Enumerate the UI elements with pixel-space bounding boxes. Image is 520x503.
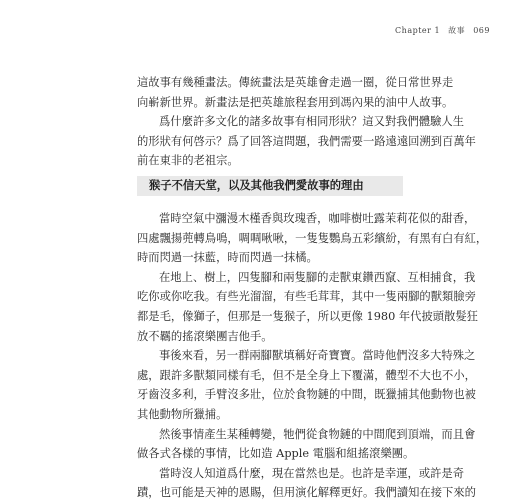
- text-line: 爲什麼許多文化的諸多故事有相同形狀？這又對我們體驗人生: [159, 115, 465, 129]
- text-line: 事後來看，另一群兩腳獸填稱好奇寶寶。當時他們沒多大特殊之: [159, 349, 476, 363]
- text-line: 放不羈的搖滾樂團吉他手。: [137, 329, 273, 343]
- text-line: 當時空氣中瀰漫木槿香與玫瑰香，咖啡樹吐露茉莉花似的甜香，: [159, 212, 476, 225]
- text-line: 向嶄新世界。新畫法是把英雄旅程套用到馮內果的油中人故事。: [137, 95, 454, 109]
- text-line: 在地上、樹上，四隻腳和兩隻腳的走獸東鑽西竄、互相捕食，我: [159, 270, 476, 284]
- paragraph: [137, 346, 476, 424]
- text-line: 蹟，也可能是天神的恩賜，但用演化解釋更好。我們讀知在接下來的: [137, 486, 476, 500]
- text-line: 這故事有幾種畫法。傳統畫法是英雄會走過一圈，從日常世界走: [137, 76, 454, 89]
- text-line: 前在東非的老祖宗。: [137, 154, 239, 168]
- paragraph: [137, 209, 488, 268]
- text-line: 做各式各樣的事情，比如造 Apple 電腦和組搖滾樂團。: [137, 447, 415, 461]
- intro-text: [137, 73, 476, 171]
- text-line: 處，跟許多獸類同樣有毛，但不是全身上下覆滿，體型不大也不小，: [137, 368, 476, 382]
- paragraph: [137, 73, 454, 112]
- text-line: 的形狀有何啓示？爲了回答這問題，我們需要一路遠遠回溯到百萬年: [137, 134, 476, 148]
- text-line: 牙齒沒多利，手臂沒多壯，位於食物鏈的中間，既獵捕其他動物也被: [137, 388, 476, 402]
- section-heading: 猴子不信天堂，以及其他我們愛故事的理由: [149, 179, 364, 192]
- text-line: 當時沒人知道爲什麼，現在當然也是。也許是幸運，或許是奇: [159, 466, 465, 480]
- text-line: 吃你或你吃我。有些光溜溜，有些毛茸茸，其中一隻兩腳的獸類臉旁: [137, 290, 476, 304]
- chapter-label: Chapter 1: [395, 26, 441, 35]
- section-heading-box: [137, 176, 403, 196]
- paragraph: [137, 112, 476, 171]
- text-line: 然後事情產生某種轉變，牠們從食物鏈的中間爬到頂端，而且會: [159, 427, 476, 441]
- running-head: [390, 25, 490, 36]
- text-line: 時而閃過一抹藍，時而閃過一抹橘。: [137, 251, 318, 265]
- text-line: 四處飄揚蔸轉鳥鳴，啁啁啾啾，一隻隻鸚鳥五彩繽紛，有黑有白有紅，: [137, 231, 488, 245]
- paragraph: [137, 268, 478, 346]
- paragraph: [137, 464, 476, 503]
- page-number: 069: [473, 26, 490, 35]
- text-line: 都是毛，像獅子，但那是一隻猴子，所以更像 1980 年代披頭散髮狂: [137, 309, 478, 323]
- body-text: [137, 209, 488, 503]
- section-label: 故事: [448, 26, 466, 35]
- paragraph: [137, 425, 476, 464]
- text-line: 其他動物所獵捕。: [137, 407, 228, 421]
